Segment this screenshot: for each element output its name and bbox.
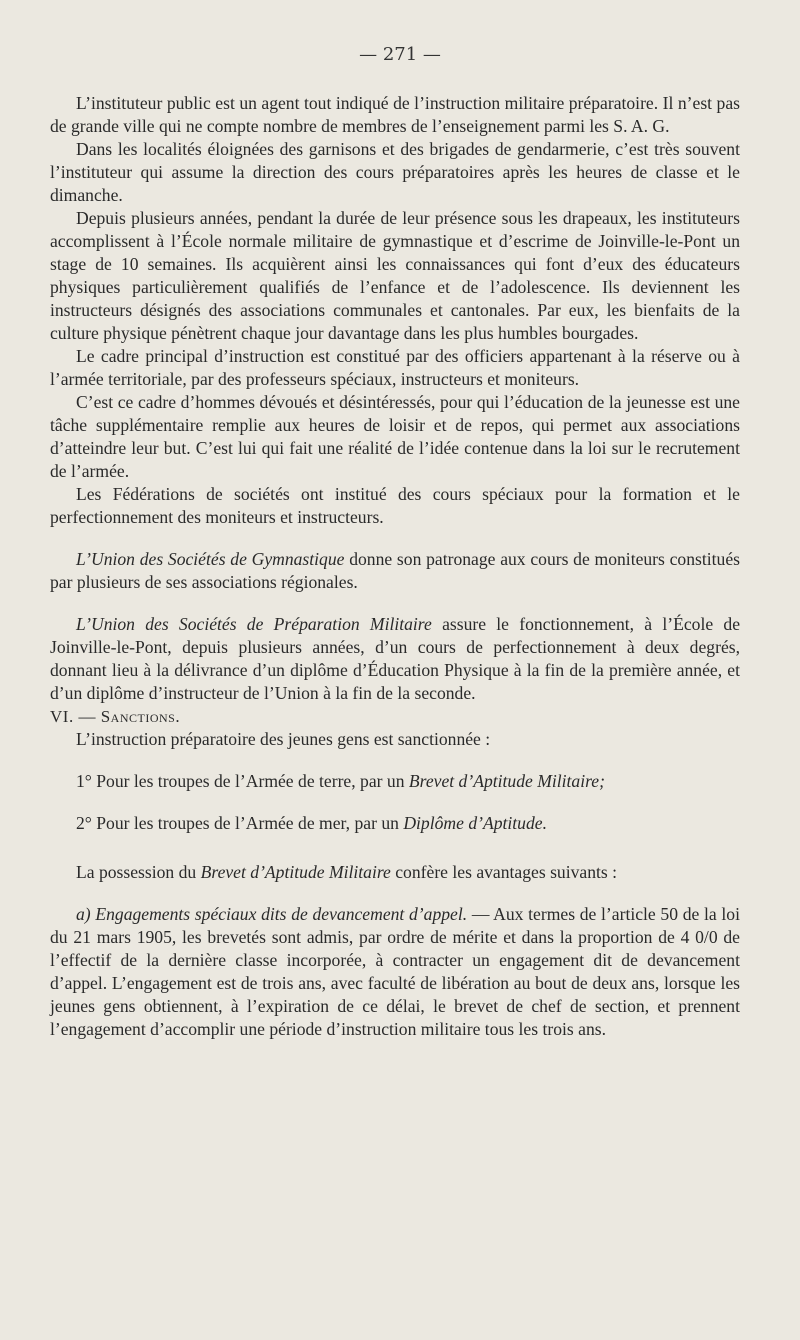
sanction-intro: L’instruction préparatoire des jeunes gens est sanctionnée : <box>76 729 491 749</box>
paragraph-union-preparation <box>50 613 740 705</box>
page-number: — 271 — <box>359 44 441 65</box>
paragraph-union-gymnastique <box>50 548 740 594</box>
section-title: Sanctions. <box>100 707 181 726</box>
sanction-item-1 <box>50 770 740 793</box>
paragraph-localites: Dans les localités éloignées des garnisons et des brigades de gendarmerie, c’est très souvent l’instituteur qui assume la direction des cours préparatoires après les heures de classe et le dimanche. <box>50 139 740 205</box>
union-gymnastique-title: L’Union des Sociétés de Gymnastique <box>76 549 345 569</box>
engagements-title: a) Engagements spéciaux dits de devancement d’appel. <box>76 904 468 924</box>
union-gymnastique-text: donne son patronage aux cours de moniteurs constitués par plusieurs de ses associations régionales. <box>50 549 740 592</box>
union-preparation-title: L’Union des Sociétés de Préparation Militaire <box>76 614 432 634</box>
section-heading <box>50 705 740 728</box>
union-preparation-text: assure le fonctionnement, à l’École de Joinville-le-Pont, depuis plusieurs années, d’un cours de perfectionnement à deux degrés, donnant lieu à la délivrance d’un diplôme d’Éducation Physique à la fin de la première année, et d’un diplôme d’instructeur de l’Union à la fin de la seconde. <box>50 614 740 703</box>
possession-before: La possession du <box>76 862 201 882</box>
paragraph-joinville: Depuis plusieurs années, pendant la durée de leur présence sous les drapeaux, les instituteurs accomplissent à l’École normale militaire de gymnastique et d’escrime de Joinville-le-Pont un stage de 10 semaines. Ils acquièrent ainsi les connaissances qui font d’eux des éducateurs physiques particulièrement qualifiés de l’enfance et de l’adolescence. Ils deviennent les instructeurs désignés des associations communales et cantonales. Par eux, les bienfaits de la culture physique pénètrent chaque jour davantage dans les plus humbles bourgades. <box>50 208 740 343</box>
engagements-text: — Aux termes de l’article 50 de la loi du 21 mars 1905, les brevetés sont admis, par ordre de mérite et dans la proportion de 4 0/0 de l’effectif de la dernière classe incorporée, à contracter un engagement dit de devancement d’appel. L’engagement est de trois ans, avec faculté de libération au bout de deux ans, lorsque les jeunes gens obtiennent, à l’expiration de ce délai, le brevet de chef de section, et prennent l’engagement d’accomplir une période d’instruction militaire tous les trois ans. <box>50 904 740 1039</box>
sanction-item-1-title: Brevet d’Aptitude Militaire; <box>408 771 605 791</box>
paragraph-cadre: Le cadre principal d’instruction est constitué par des officiers appartenant à la réserve ou à l’armée territoriale, par des professeurs spéciaux, instructeurs et moniteurs. <box>50 346 740 389</box>
sanction-item-2 <box>50 812 740 835</box>
paragraph-instituteur: L’instituteur public est un agent tout indiqué de l’instruction militaire préparatoire. Il n’est pas de grande ville qui ne compte nombre de membres de l’enseignement parmi les S. A. G. <box>50 93 740 136</box>
paragraph-engagements <box>50 903 740 1041</box>
page-body <box>50 92 740 1041</box>
paragraph-devoues: C’est ce cadre d’hommes dévoués et désintéressés, pour qui l’éducation de la jeunesse est une tâche supplémentaire remplie aux heures de loisir et de repos, qui permet aux associations d’atteindre leur but. C’est lui qui fait une réalité de l’idée contenue dans la loi sur le recrutement de l’armée. <box>50 392 740 481</box>
sanction-item-1-text: 1° Pour les troupes de l’Armée de terre, par un <box>76 771 409 791</box>
possession-title: Brevet d’Aptitude Militaire <box>200 862 391 882</box>
sanction-item-2-title: Diplôme d’Aptitude. <box>403 813 547 833</box>
paragraph-possession <box>50 861 740 884</box>
paragraph-federations: Les Fédérations de sociétés ont institué des cours spéciaux pour la formation et le perfectionnement des moniteurs et instructeurs. <box>50 484 740 527</box>
possession-after: confère les avantages suivants : <box>390 862 618 882</box>
section-numeral: VI. — <box>50 707 101 726</box>
sanction-item-2-text: 2° Pour les troupes de l’Armée de mer, par un <box>76 813 404 833</box>
